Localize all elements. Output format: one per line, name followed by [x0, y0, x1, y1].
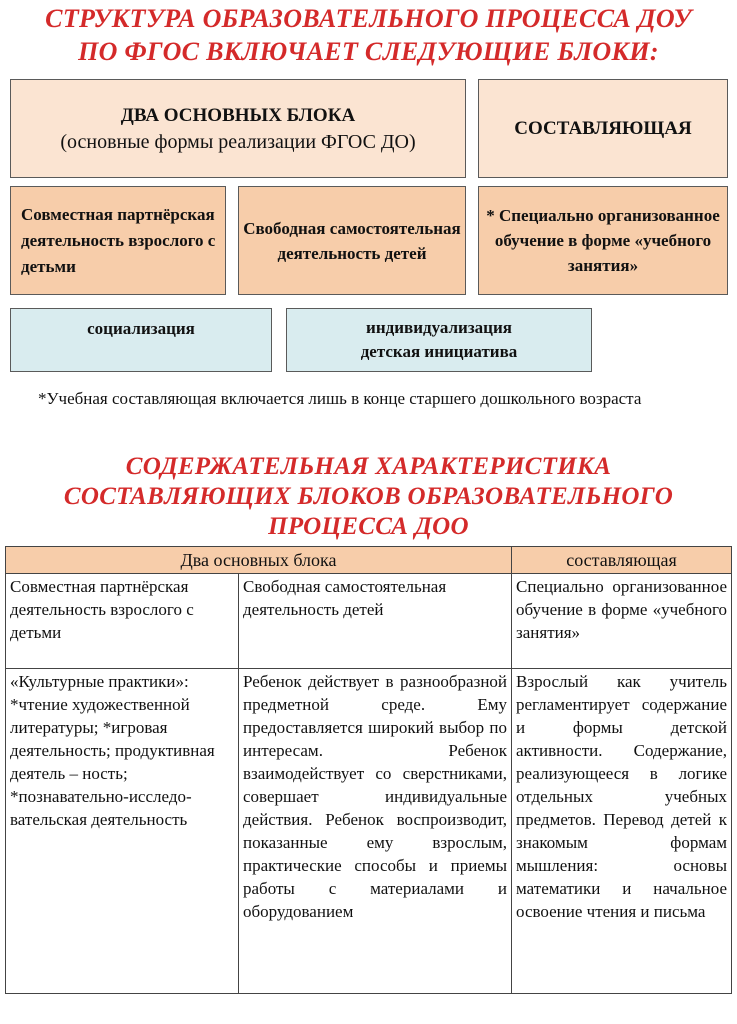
socialization-box — [10, 308, 272, 372]
structure-title — [0, 2, 737, 68]
joint-activity-label: Совместная партнёрская деятельность взрослого с детьми — [21, 204, 216, 276]
content-title-line2: СОСТАВЛЯЮЩИХ БЛОКОВ ОБРАЗОВАТЕЛЬНОГО — [63, 483, 674, 510]
cell-cultural-practices: «Культурные практики»: *чтение художественной литературы; *игровая деятельность; продуктивная деятель – ность; *познавательно-исследо- вательская деятельность — [6, 669, 239, 994]
content-title-line3: ПРОЦЕССА ДОО — [268, 513, 469, 540]
header-component: составляющая — [512, 547, 732, 574]
free-activity-box — [238, 186, 466, 295]
cell-free-activity: Свободная самостоятельная деятельность детей — [239, 574, 512, 669]
footnote: *Учебная составляющая включается лишь в конце старшего дошкольного возраста — [38, 389, 642, 408]
two-main-blocks-box — [10, 79, 466, 178]
component-label: СОСТАВЛЯЮЩАЯ — [514, 117, 692, 139]
table-row — [6, 574, 732, 669]
cell-joint-activity: Совместная партнёрская деятельность взрослого с детьми — [6, 574, 239, 669]
free-activity-label: Свободная самостоятельная деятельность детей — [243, 218, 461, 263]
cell-adult-teacher-description: Взрослый как учитель регламентирует содержание и формы детской активности. Содержание, реализующееся в логике отдельных учебных предметов. Перевод детей к знакомым формам мышления: основы математики и начальное освоение чтения и письма — [512, 669, 732, 994]
content-table — [5, 546, 732, 994]
component-box — [478, 79, 728, 178]
special-training-label: * Специально организованное обучение в форме «учебного занятия» — [486, 206, 720, 275]
two-main-blocks-subtitle: (основные формы реализации ФГОС ДО) — [60, 130, 416, 153]
special-training-box — [478, 186, 728, 295]
header-two-main-blocks: Два основных блока — [6, 547, 512, 574]
structure-title-line1: СТРУКТУРА ОБРАЗОВАТЕЛЬНОГО ПРОЦЕССА ДОУ — [45, 4, 692, 33]
socialization-label: социализация — [87, 319, 195, 338]
content-title-line1: СОДЕРЖАТЕЛЬНАЯ ХАРАКТЕРИСТИКА — [125, 453, 612, 480]
table-row — [6, 669, 732, 994]
structure-title-line2: ПО ФГОС ВКЛЮЧАЕТ СЛЕДУЮЩИЕ БЛОКИ: — [78, 37, 659, 66]
cell-child-activity-description: Ребенок действует в разнообразной предметной среде. Ему предоставляется широкий выбор по интересам. Ребенок взаимодействует со сверстниками, совершает индивидуальные действия. Ребенок воспроизводит, показанные ему взрослым, практические способы и приемы работы с материалами и оборудованием — [239, 669, 512, 994]
joint-activity-box — [10, 186, 226, 295]
table-header-row — [6, 547, 732, 574]
content-title — [0, 452, 737, 542]
individualization-box — [286, 308, 592, 372]
two-main-blocks-heading: ДВА ОСНОВНЫХ БЛОКА — [120, 104, 356, 126]
initiative-label: детская инициатива — [360, 342, 518, 361]
individualization-label: индивидуализация — [366, 318, 512, 337]
cell-special-training: Специально организованное обучение в форме «учебного занятия» — [512, 574, 732, 669]
